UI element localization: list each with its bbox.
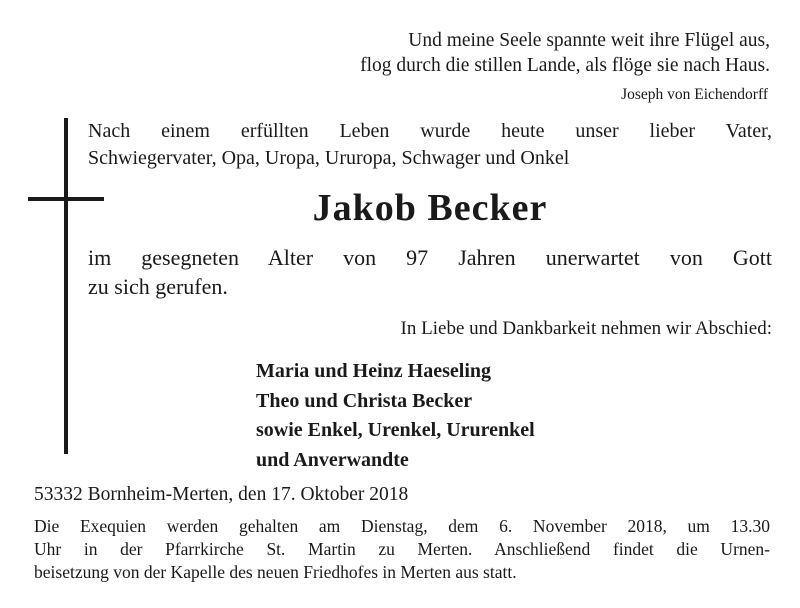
notice-line-2: Uhr in der Pfarrkirche St. Martin zu Merten. Anschließend findet die Urnen-: [34, 539, 770, 559]
farewell-text: In Liebe und Dankbarkeit nehmen wir Abschied:: [400, 318, 772, 339]
intro-text: [88, 118, 772, 172]
place-date: 53332 Bornheim-Merten, den 17. Oktober 2018: [34, 484, 409, 505]
deceased-name: Jakob Becker: [312, 187, 548, 229]
family-member: sowie Enkel, Urenkel, Ururenkel: [256, 419, 535, 441]
family-list: [256, 357, 535, 475]
quote-line-2: flog durch die stillen Lande, als flöge sie nach Haus.: [360, 55, 770, 76]
intro-line-1: Nach einem erfüllten Leben wurde heute unser lieber Vater,: [88, 120, 772, 142]
age-line-2: zu sich gerufen.: [88, 274, 228, 299]
cross-vertical-bar: [64, 118, 68, 454]
quote-author: Joseph von Eichendorff: [621, 86, 768, 103]
funeral-notice: [34, 515, 770, 584]
age-line-1: im gesegneten Alter von 97 Jahren unerwartet von Gott: [88, 245, 772, 270]
quote-line-1: Und meine Seele spannte weit ihre Flügel aus,: [408, 30, 770, 51]
notice-line-3: beisetzung von der Kapelle des neuen Friedhofes in Merten aus statt.: [34, 562, 517, 582]
family-member: Maria und Heinz Haeseling: [256, 360, 491, 382]
family-member: und Anverwandte: [256, 448, 409, 471]
age-text: [88, 243, 772, 301]
epigraph-quote: [0, 28, 770, 104]
intro-line-2: Schwiegervater, Opa, Uropa, Ururopa, Schwager und Onkel: [88, 147, 570, 169]
family-member: Theo und Christa Becker: [256, 389, 473, 412]
notice-line-1: Die Exequien werden gehalten am Dienstag, dem 6. November 2018, um 13.30: [34, 516, 770, 536]
